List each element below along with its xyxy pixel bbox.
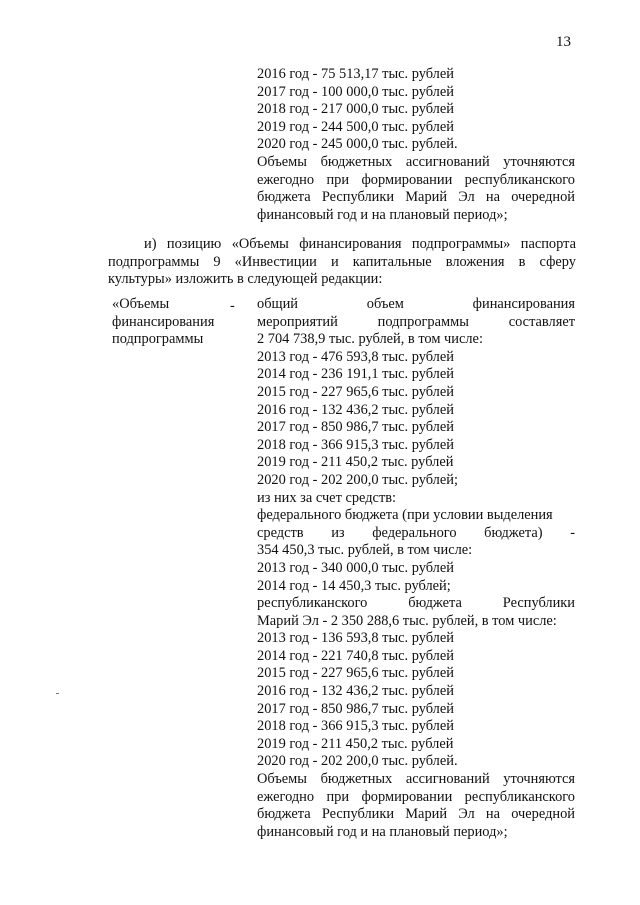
total-year-line: 2014 год - 236 191,1 тыс. рублей	[257, 366, 454, 383]
year-line: 2016 год - 75 513,17 тыс. рублей	[257, 66, 454, 82]
republic-year-line: 2016 год - 132 436,2 тыс. рублей	[257, 683, 454, 700]
total-year-line: 2020 год - 202 200,0 тыс. рублей;	[257, 471, 458, 488]
republic-line: республиканского бюджета Республики	[257, 595, 575, 612]
federal-year-line: 2014 год - 14 450,3 тыс. рублей;	[257, 577, 451, 594]
note-line: ежегодно при формировании республиканского	[257, 171, 575, 188]
instruction-line: культуры» изложить в следующей редакции:	[108, 271, 383, 288]
year-line: 2020 год - 245 000,0 тыс. рублей.	[257, 136, 458, 153]
republic-year-line: 2015 год - 227 965,6 тыс. рублей	[257, 665, 454, 682]
total-year-line: 2017 год - 850 986,7 тыс. рублей	[257, 419, 454, 436]
label-line: подпрограммы	[112, 331, 204, 348]
label-line: «Объемы	[112, 296, 170, 312]
total-year-line: 2018 год - 366 915,3 тыс. рублей	[257, 436, 454, 453]
republic-line: Марий Эл - 2 350 288,6 тыс. рублей, в том числе:	[257, 612, 557, 629]
label-dash: -	[230, 298, 235, 314]
federal-line: 354 450,3 тыс. рублей, в том числе:	[257, 542, 473, 559]
sources-heading: из них за счет средств:	[257, 489, 397, 506]
republic-year-line: 2017 год - 850 986,7 тыс. рублей	[257, 700, 454, 717]
intro-line: 2 704 738,9 тыс. рублей, в том числе:	[257, 331, 483, 348]
year-line: 2019 год - 244 500,0 тыс. рублей	[257, 118, 454, 135]
final-note-line: финансовый год и на плановый период»;	[257, 823, 508, 840]
final-note-line: бюджета Республики Марий Эл на очередной	[257, 806, 575, 823]
year-line: 2017 год - 100 000,0 тыс. рублей	[257, 83, 454, 100]
note-line: Объемы бюджетных ассигнований уточняются	[257, 153, 575, 170]
final-note-line: ежегодно при формировании республиканского	[257, 788, 575, 805]
page-number: 13	[556, 34, 571, 50]
intro-line: общий объем финансирования	[257, 296, 575, 312]
year-line: 2018 год - 217 000,0 тыс. рублей	[257, 101, 454, 118]
note-line: финансовый год и на плановый период»;	[257, 206, 508, 223]
final-note-line: Объемы бюджетных ассигнований уточняются	[257, 771, 575, 788]
republic-year-line: 2014 год - 221 740,8 тыс. рублей	[257, 647, 454, 664]
federal-year-line: 2013 год - 340 000,0 тыс. рублей	[257, 559, 454, 576]
total-year-line: 2019 год - 211 450,2 тыс. рублей	[257, 454, 454, 471]
instruction-line: и) позицию «Объемы финансирования подпрограммы» паспорта	[144, 236, 576, 252]
instruction-paragraph	[108, 236, 576, 289]
total-year-line: 2013 год - 476 593,8 тыс. рублей	[257, 348, 454, 365]
margin-mark	[56, 693, 59, 694]
note-line: бюджета Республики Марий Эл на очередной	[257, 189, 575, 206]
instruction-line: подпрограммы 9 «Инвестиции и капитальные вложения в сферу	[108, 253, 576, 270]
federal-line: федерального бюджета (при условии выделения	[257, 507, 553, 524]
total-year-line: 2016 год - 132 436,2 тыс. рублей	[257, 401, 454, 418]
federal-line: средств из федерального бюджета) -	[257, 524, 575, 541]
top-years-block	[257, 66, 575, 224]
label-line: финансирования	[112, 313, 215, 330]
republic-year-line: 2019 год - 211 450,2 тыс. рублей	[257, 735, 454, 752]
financing-content	[257, 296, 575, 841]
republic-year-line: 2020 год - 202 200,0 тыс. рублей.	[257, 753, 458, 770]
total-year-line: 2015 год - 227 965,6 тыс. рублей	[257, 383, 454, 400]
republic-year-line: 2013 год - 136 593,8 тыс. рублей	[257, 630, 454, 647]
republic-year-line: 2018 год - 366 915,3 тыс. рублей	[257, 718, 454, 735]
intro-line: мероприятий подпрограммы составляет	[257, 313, 575, 330]
